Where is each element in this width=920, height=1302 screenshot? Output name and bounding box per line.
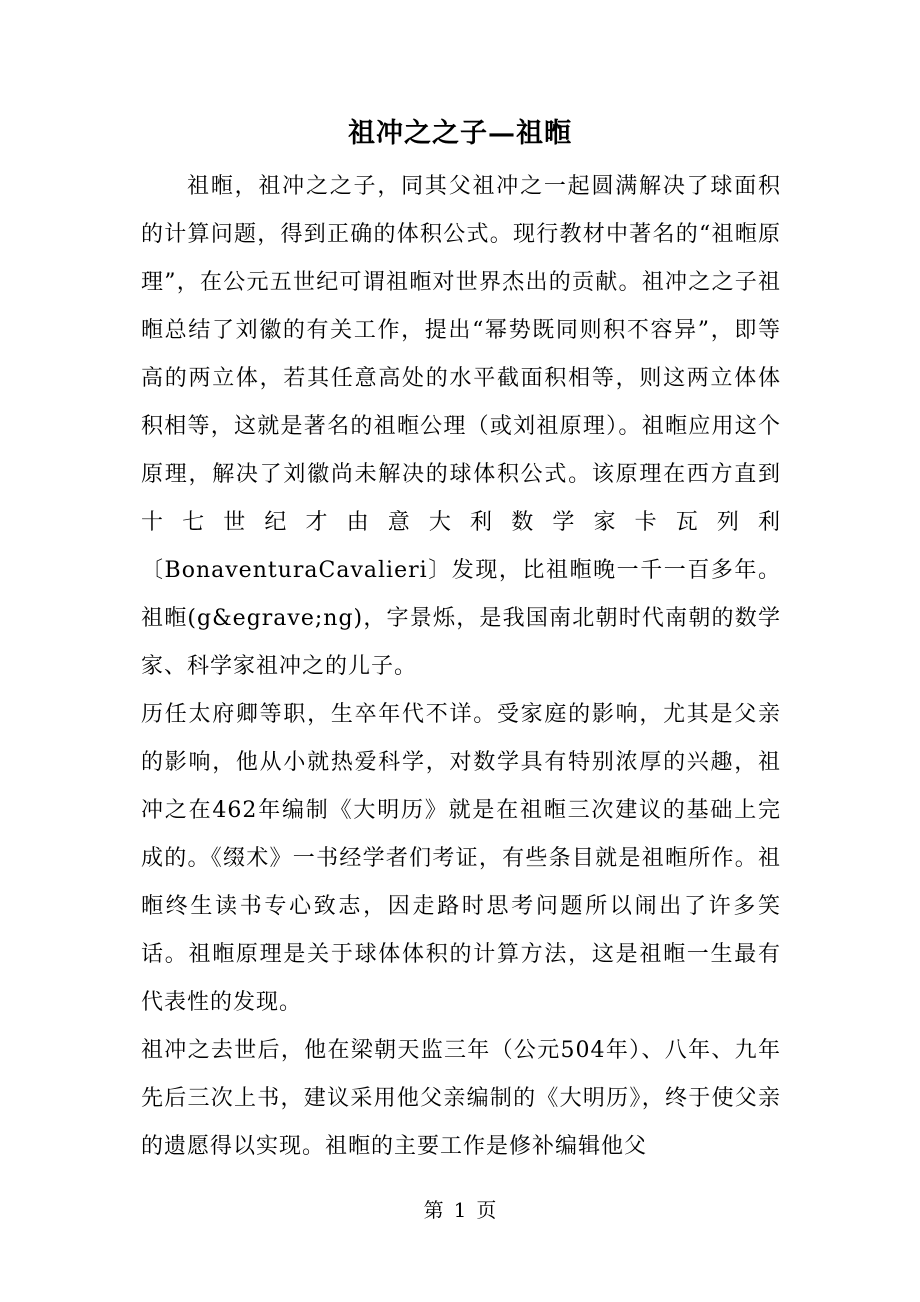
- paragraph-3: 祖冲之去世后，他在梁朝天监三年（公元504年）、八年、九年先后三次上书，建议采用他父亲编制的《大明历》，终于使父亲的遗愿得以实现。祖暅的主要工作是修补编辑他父: [141, 1038, 781, 1159]
- page-number: 1: [453, 1198, 467, 1222]
- paragraph-1: 祖暅，祖冲之之子，同其父祖冲之一起圆满解决了球面积的计算问题，得到正确的体积公式。现行教材中著名的“祖暅原理”，在公元五世纪可谓祖暅对世界杰出的贡献。祖冲之之子祖暅总结了刘徽的有关工作，提出“幂势既同则积不容异”，即等高的两立体，若其任意高处的水平截面积相等，则这两立体体积相等，这就是著名的祖暅公理（或刘祖原理）。祖暅应用这个原理，解决了刘徽尚未解决的球体积公式。该原理在西方直到十七世纪才由意大利数学家卡瓦列利〔BonaventuraCavalieri〕发现，比祖暅晚一千一百多年。祖暅(g&egrave;ng)，字景烁，是我国南北朝时代南朝的数学家、科学家祖冲之的儿子。: [141, 174, 781, 679]
- paragraph-2: 历任太府卿等职，生卒年代不详。受家庭的影响，尤其是父亲的影响，他从小就热爱科学，对数学具有特别浓厚的兴趣，祖冲之在462年编制《大明历》就是在祖暅三次建议的基础上完成的。《缀术》一书经学者们考证，有些条目就是祖暅所作。祖暅终生读书专心致志，因走路时思考问题所以闹出了许多笑话。祖暅原理是关于球体体积的计算方法，这是祖暅一生最有代表性的发现。: [141, 702, 781, 1015]
- page-label-prefix: 第: [423, 1198, 444, 1222]
- document-title: 祖冲之之子—祖暅: [348, 118, 572, 149]
- document-body: [141, 163, 781, 1171]
- page-label-suffix: 页: [476, 1198, 497, 1222]
- page-footer: [0, 1192, 920, 1228]
